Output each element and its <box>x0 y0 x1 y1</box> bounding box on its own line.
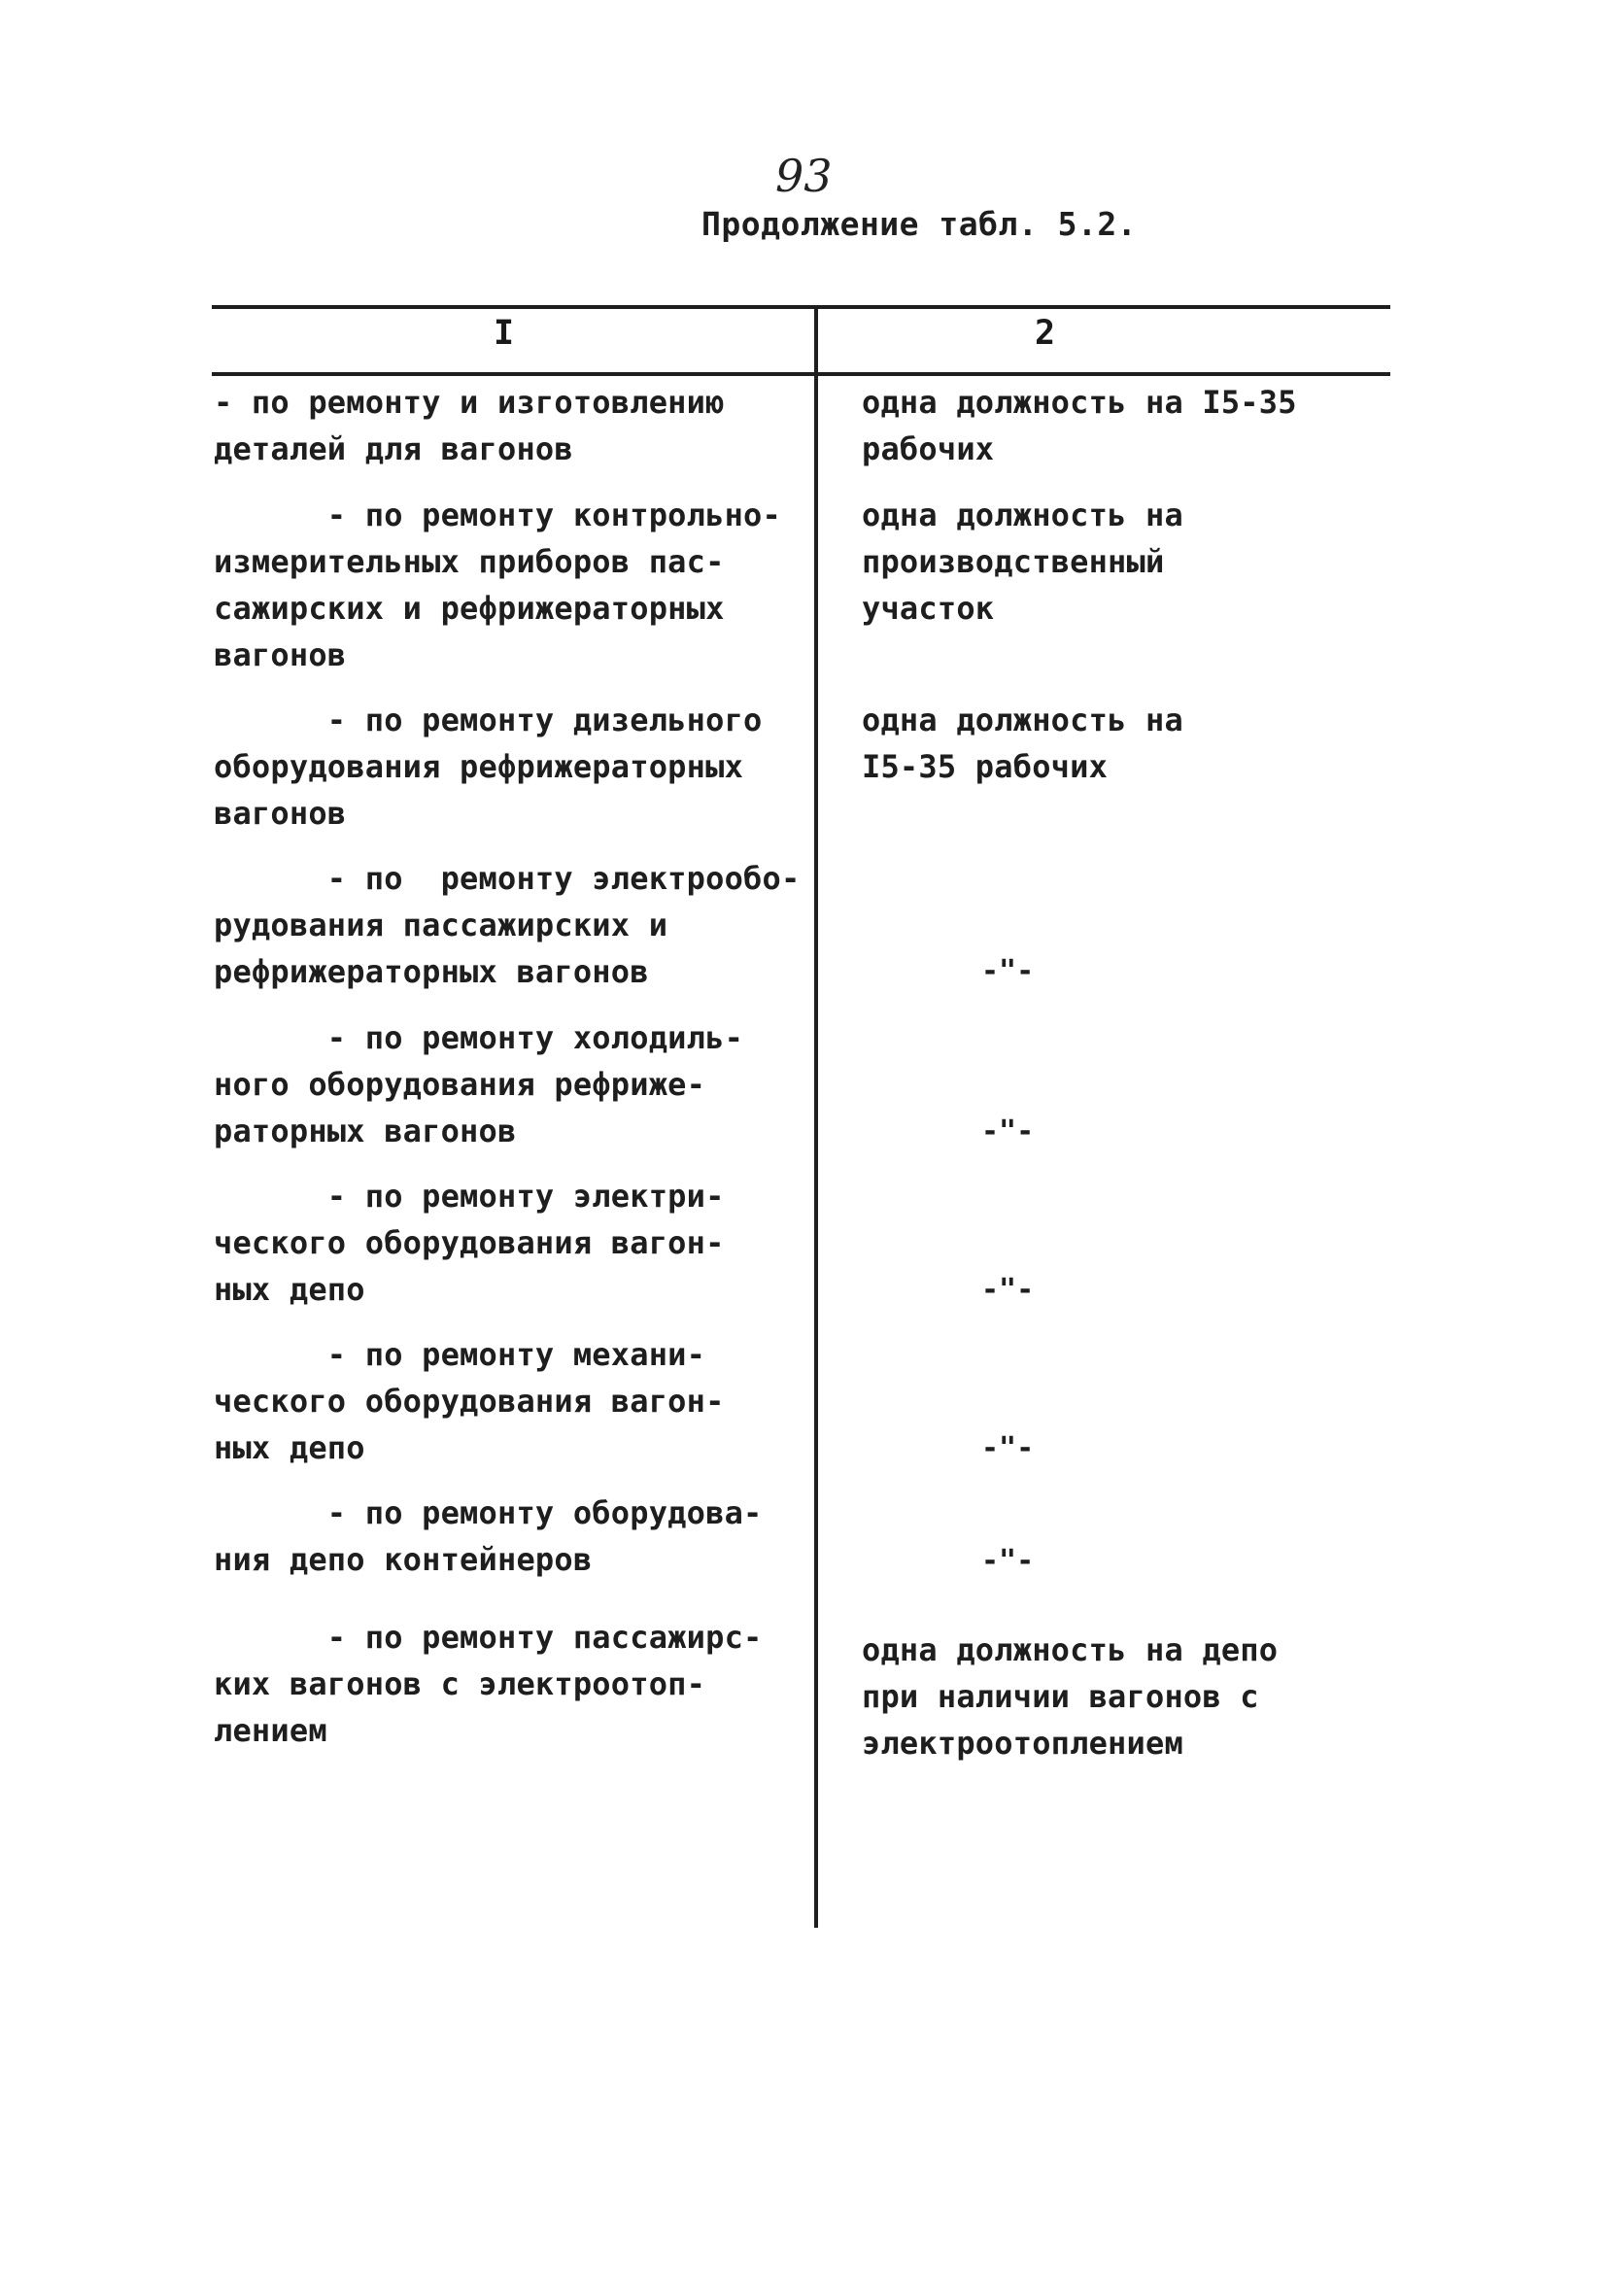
table-row-5-norm-ditto: -"- <box>981 1114 1035 1148</box>
table-header-col-2: 2 <box>1035 314 1056 353</box>
table-row-5-description: - по ремонту холодиль- ного оборудования рефриже- раторных вагонов <box>214 1019 744 1149</box>
table-row-4-description: - по ремонту электрообо- рудования пассажирских и рефрижераторных вагонов <box>214 860 801 990</box>
table-row-1-description: - по ремонту и изготовлению деталей для вагонов <box>214 384 725 467</box>
table-row-3-norm: одна должность на I5-35 рабочих <box>862 702 1183 785</box>
table-row-2-norm: одна должность на производственный участок <box>862 497 1183 627</box>
table-row-3-description: - по ремонту дизельного оборудования рефрижераторных вагонов <box>214 702 763 832</box>
table-continuation-label: Продолжение табл. 5.2. <box>701 205 1138 243</box>
table-top-rule <box>212 305 1390 309</box>
table-header-rule <box>212 372 1390 376</box>
table-row-2-description: - по ремонту контрольно- измерительных приборов пас- сажирских и рефрижераторных вагонов <box>214 497 781 673</box>
table-row-9-description: - по ремонту пассажирс- ких вагонов с электроотоп- лением <box>214 1619 763 1749</box>
table-row-7-norm-ditto: -"- <box>981 1431 1035 1465</box>
table-row-4-norm-ditto: -"- <box>981 954 1035 988</box>
table-row-6-norm-ditto: -"- <box>981 1273 1035 1307</box>
table-row-8-description: - по ремонту оборудова- ния депо контейнеров <box>214 1494 763 1578</box>
table-row-9-norm: одна должность на депо при наличии вагонов с электроотоплением <box>862 1631 1279 1762</box>
table-column-divider <box>814 309 818 1928</box>
page-number: 93 <box>775 150 833 202</box>
table-row-7-description: - по ремонту механи- ческого оборудования вагон- ных депо <box>214 1336 725 1466</box>
table-row-1-norm: одна должность на I5-35 рабочих <box>862 384 1297 467</box>
table-row-6-description: - по ремонту электри- ческого оборудования вагон- ных депо <box>214 1178 725 1308</box>
table-row-8-norm-ditto: -"- <box>981 1544 1035 1578</box>
table-header-col-1: I <box>494 314 515 353</box>
